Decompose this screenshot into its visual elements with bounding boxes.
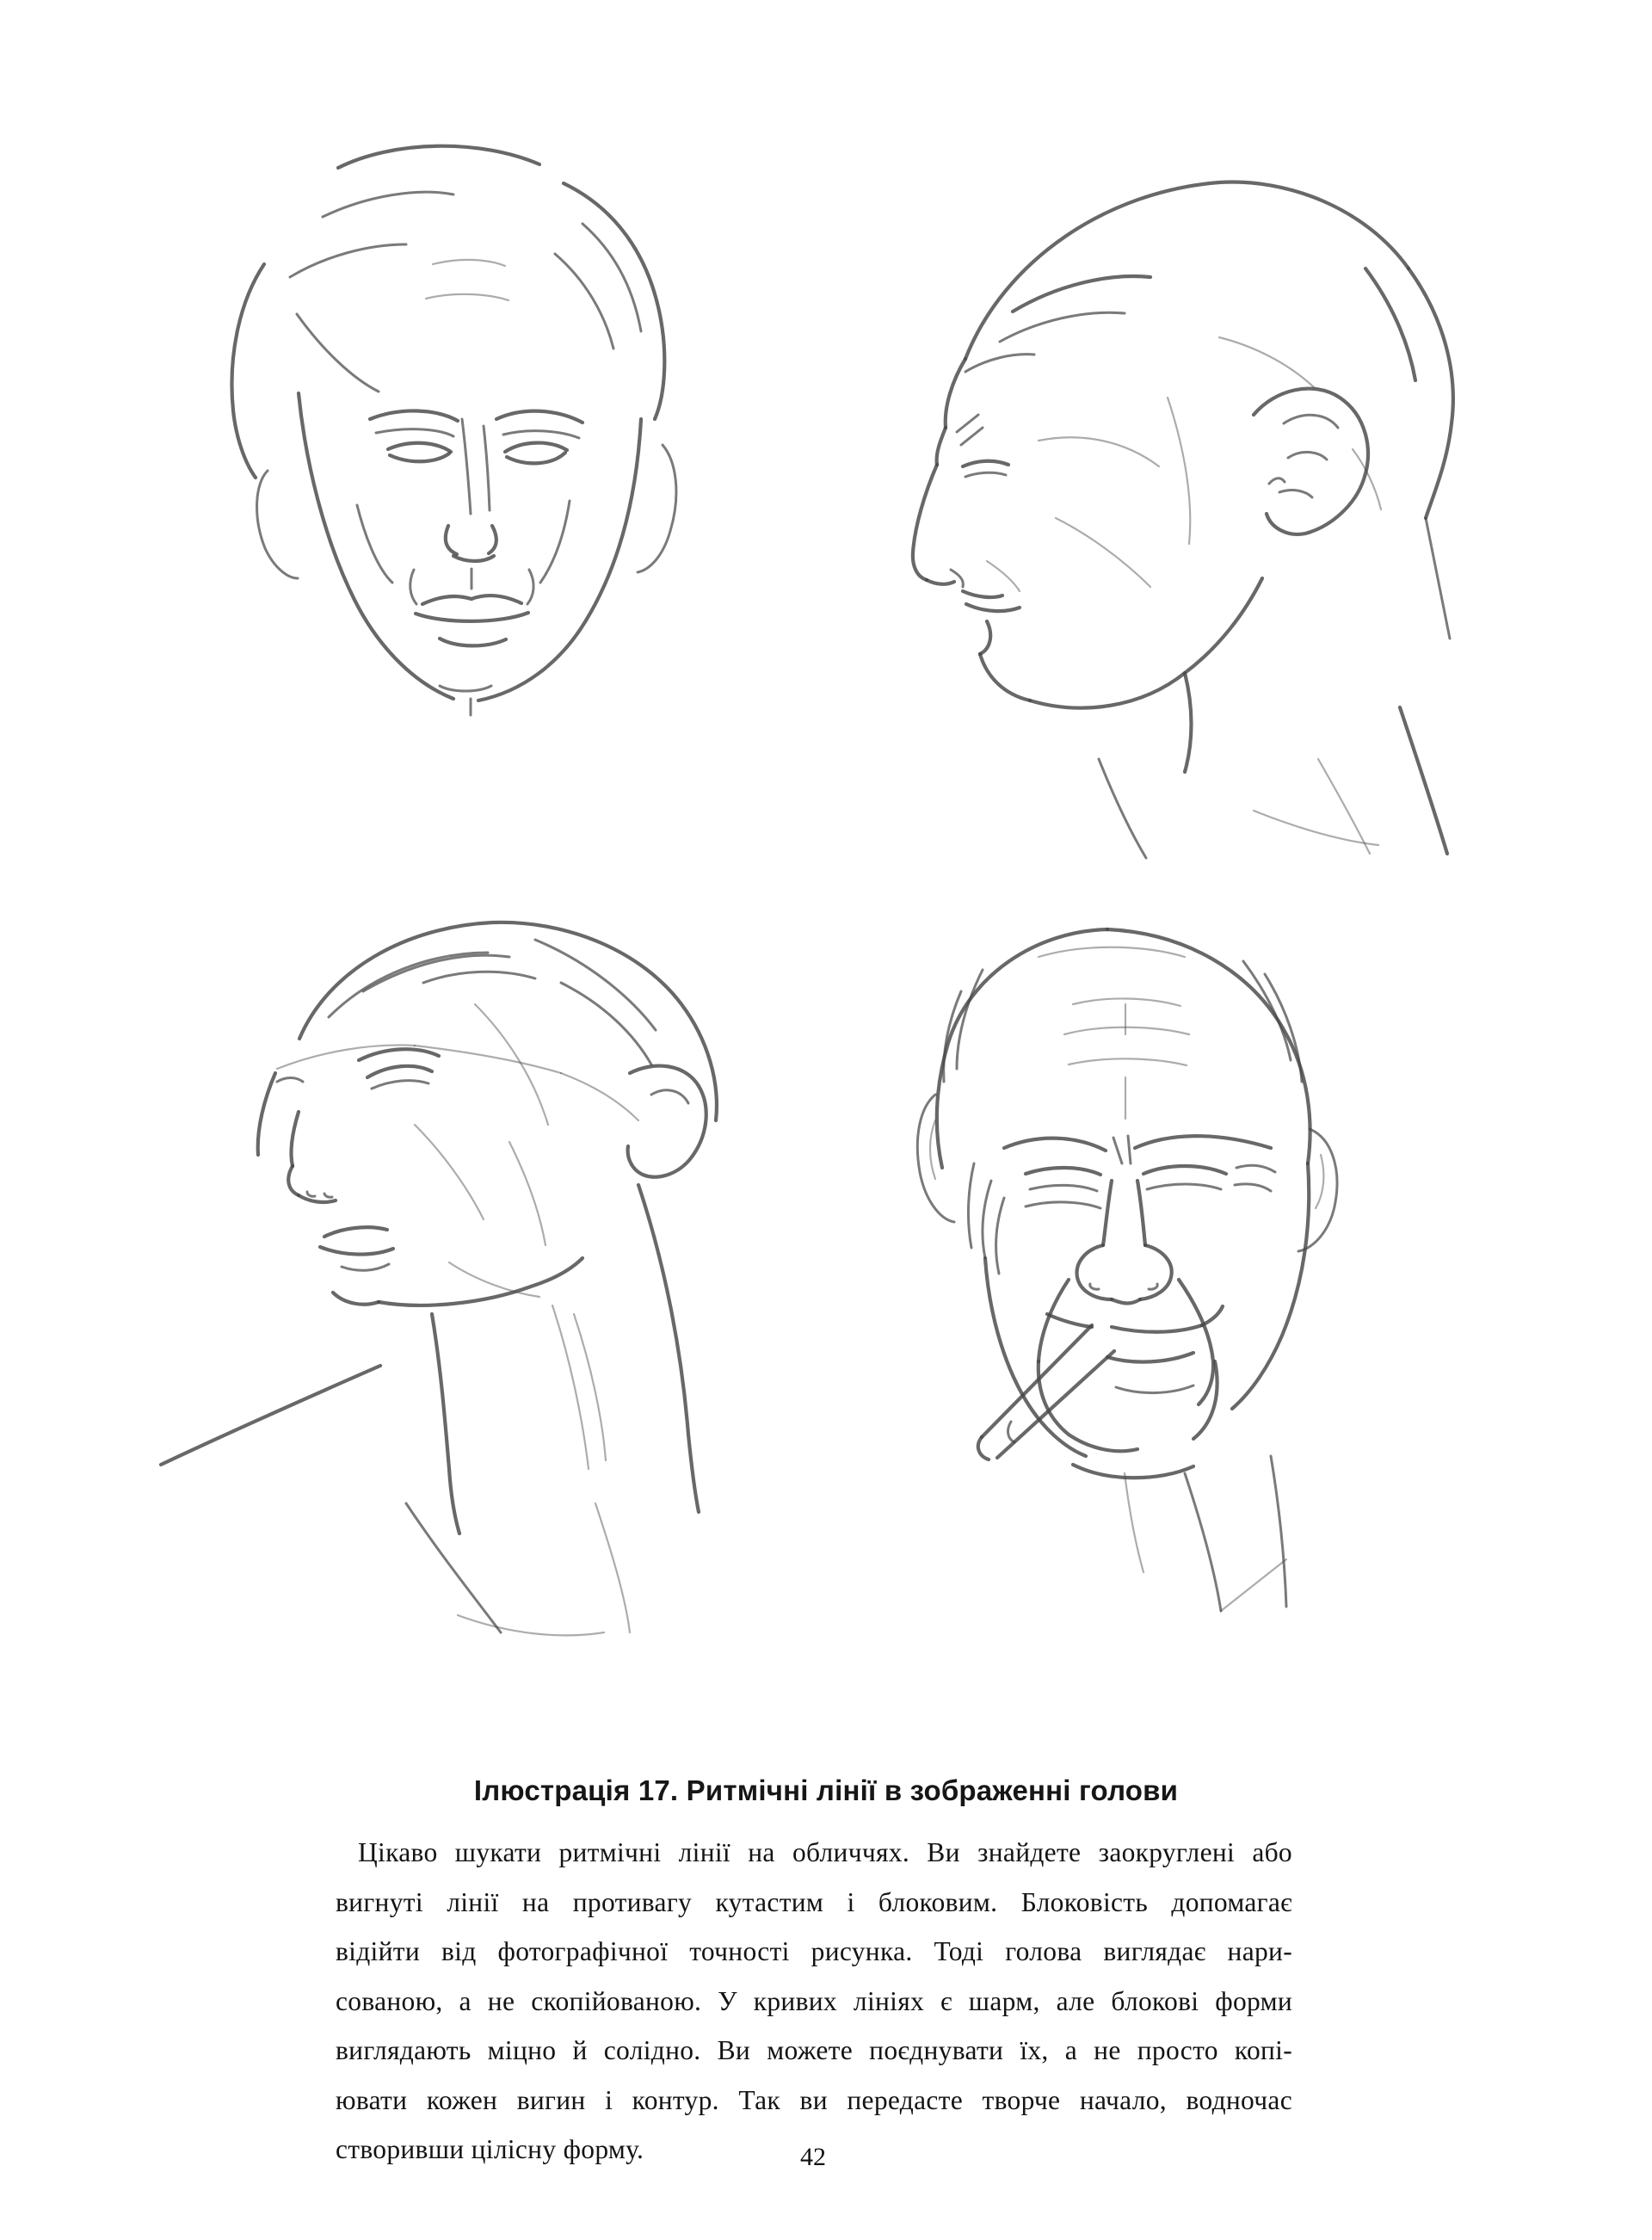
body-paragraph bbox=[336, 1828, 1292, 2175]
sketch-head-front bbox=[194, 133, 697, 731]
sketch-head-old-man-cigar-drawing bbox=[908, 921, 1394, 1661]
sketch-head-profile-drawing bbox=[882, 155, 1476, 869]
figure-caption: Ілюстрація 17. Ритмічні лінії в зображенні голови bbox=[473, 1774, 1179, 1806]
paragraph-line: Цікаво шукати ритмічні лінії на обличчях. Ви знайдете заокруглені або bbox=[358, 1837, 1292, 1867]
paragraph-line: вигнуті лінії на противагу кутастим і блоковим. Блоковість допомагає bbox=[336, 1886, 1292, 1917]
page-number: 42 bbox=[800, 2143, 826, 2171]
sketch-head-old-man-cigar bbox=[908, 921, 1394, 1661]
paragraph-line: ювати кожен вигин і контур. Так ви передасте творче начало, водночас bbox=[336, 2084, 1292, 2115]
paragraph-line: виглядають міцно й солідно. Ви можете поєднувати їх, а не просто копі- bbox=[336, 2035, 1292, 2065]
sketch-head-three-quarter-up-drawing bbox=[146, 899, 740, 1648]
sketch-head-profile bbox=[882, 155, 1476, 869]
paragraph-line: сованою, а не скопійованою. У кривих лініях є шарм, але блокові форми bbox=[336, 1985, 1292, 2016]
paragraph-line: відійти від фотографічної точності рисунка. Тоді голова виглядає нари- bbox=[336, 1936, 1292, 1966]
sketch-head-front-drawing bbox=[194, 133, 697, 731]
sketch-head-three-quarter-up bbox=[146, 899, 740, 1648]
paragraph-line: створивши цілісну форму. bbox=[336, 2134, 644, 2164]
